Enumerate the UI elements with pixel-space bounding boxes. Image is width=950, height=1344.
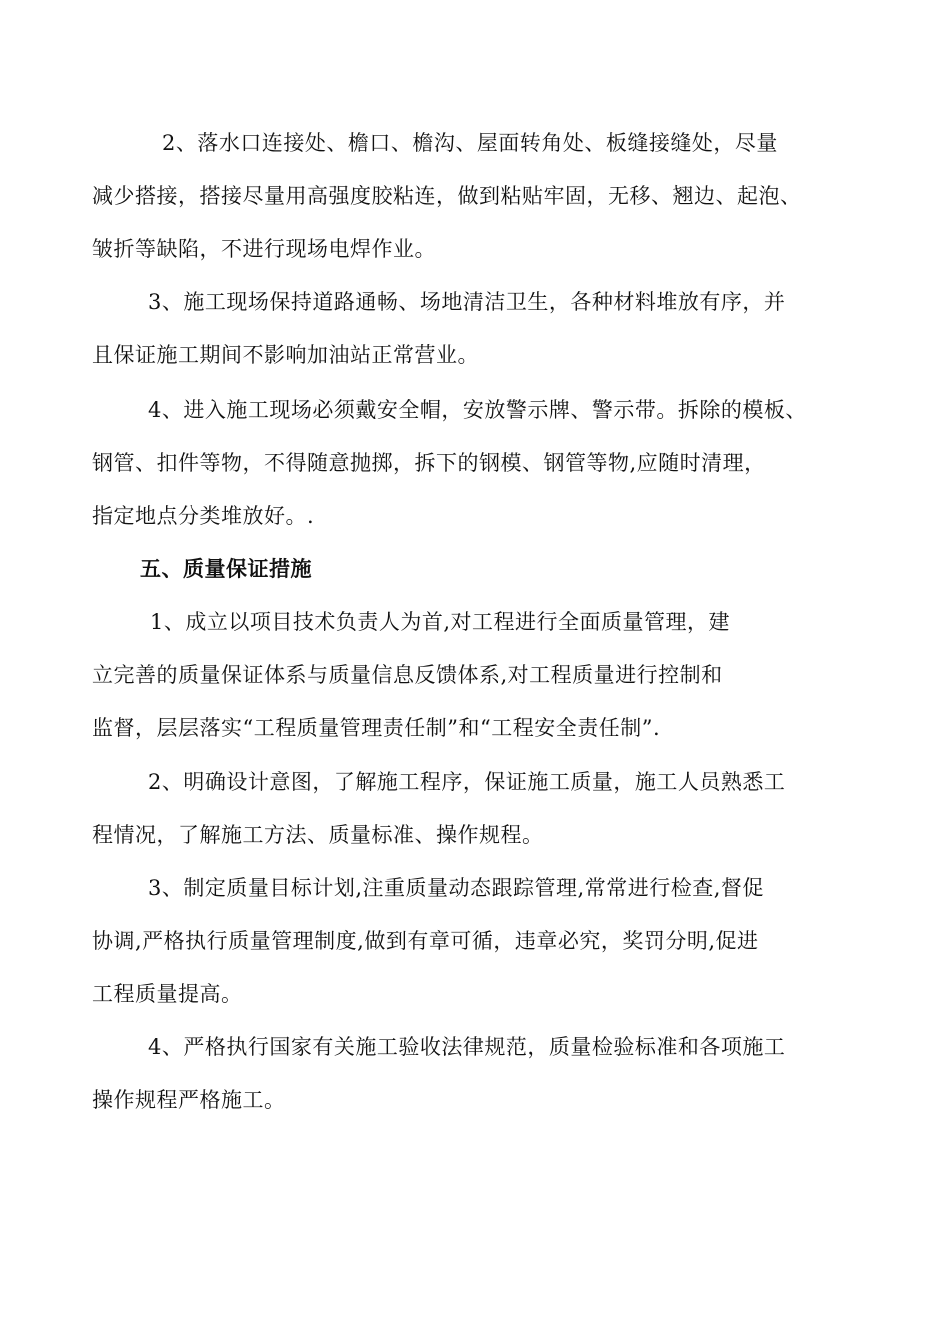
paragraph-item-3-line-2: 且保证施工期间不影响加油站正常营业。 xyxy=(92,343,479,367)
quality-4-line-2: 操作规程严格施工。 xyxy=(92,1088,286,1112)
quality-3-line-1: 3、制定质量目标计划,注重质量动态跟踪管理,常常进行检查,督促 xyxy=(148,876,764,900)
quality-2-line-2: 程情况，了解施工方法、质量标准、操作规程。 xyxy=(92,823,544,847)
paragraph-item-4-line-2: 钢管、扣件等物，不得随意抛掷，拆下的钢模、钢管等物,应随时清理， xyxy=(92,451,766,475)
paragraph-item-4-line-1: 4、进入施工现场必须戴安全帽，安放警示牌、警示带。拆除的模板、 xyxy=(148,398,807,422)
quality-2-line-1: 2、明确设计意图，了解施工程序，保证施工质量，施工人员熟悉工 xyxy=(148,770,786,794)
paragraph-item-3-line-1: 3、施工现场保持道路通畅、场地清洁卫生，各种材料堆放有序，并 xyxy=(148,290,786,314)
paragraph-item-2-line-1: 2、落水口连接处、檐口、檐沟、屋面转角处、板缝接缝处，尽量 xyxy=(162,131,778,155)
paragraph-item-4-line-3: 指定地点分类堆放好。. xyxy=(92,504,315,528)
quality-4-line-1: 4、严格执行国家有关施工验收法律规范，质量检验标准和各项施工 xyxy=(148,1035,786,1059)
paragraph-item-2-line-2: 减少搭接，搭接尽量用高强度胶粘连，做到粘贴牢固，无移、翘边、起泡、 xyxy=(92,184,802,208)
paragraph-item-2-line-3: 皱折等缺陷，不进行现场电焊作业。 xyxy=(92,237,436,261)
quality-1-line-2: 立完善的质量保证体系与质量信息反馈体系,对工程质量进行控制和 xyxy=(92,663,723,687)
quality-1-line-1: 1、成立以项目技术负责人为首,对工程进行全面质量管理，建 xyxy=(150,610,731,634)
quality-1-line-3: 监督，层层落实“工程质量管理责任制”和“工程安全责任制”. xyxy=(92,716,661,740)
section-heading: 五、质量保证措施 xyxy=(140,556,312,581)
quality-3-line-3: 工程质量提高。 xyxy=(92,982,243,1006)
quality-3-line-2: 协调,严格执行质量管理制度,做到有章可循，违章必究，奖罚分明,促进 xyxy=(92,929,759,953)
